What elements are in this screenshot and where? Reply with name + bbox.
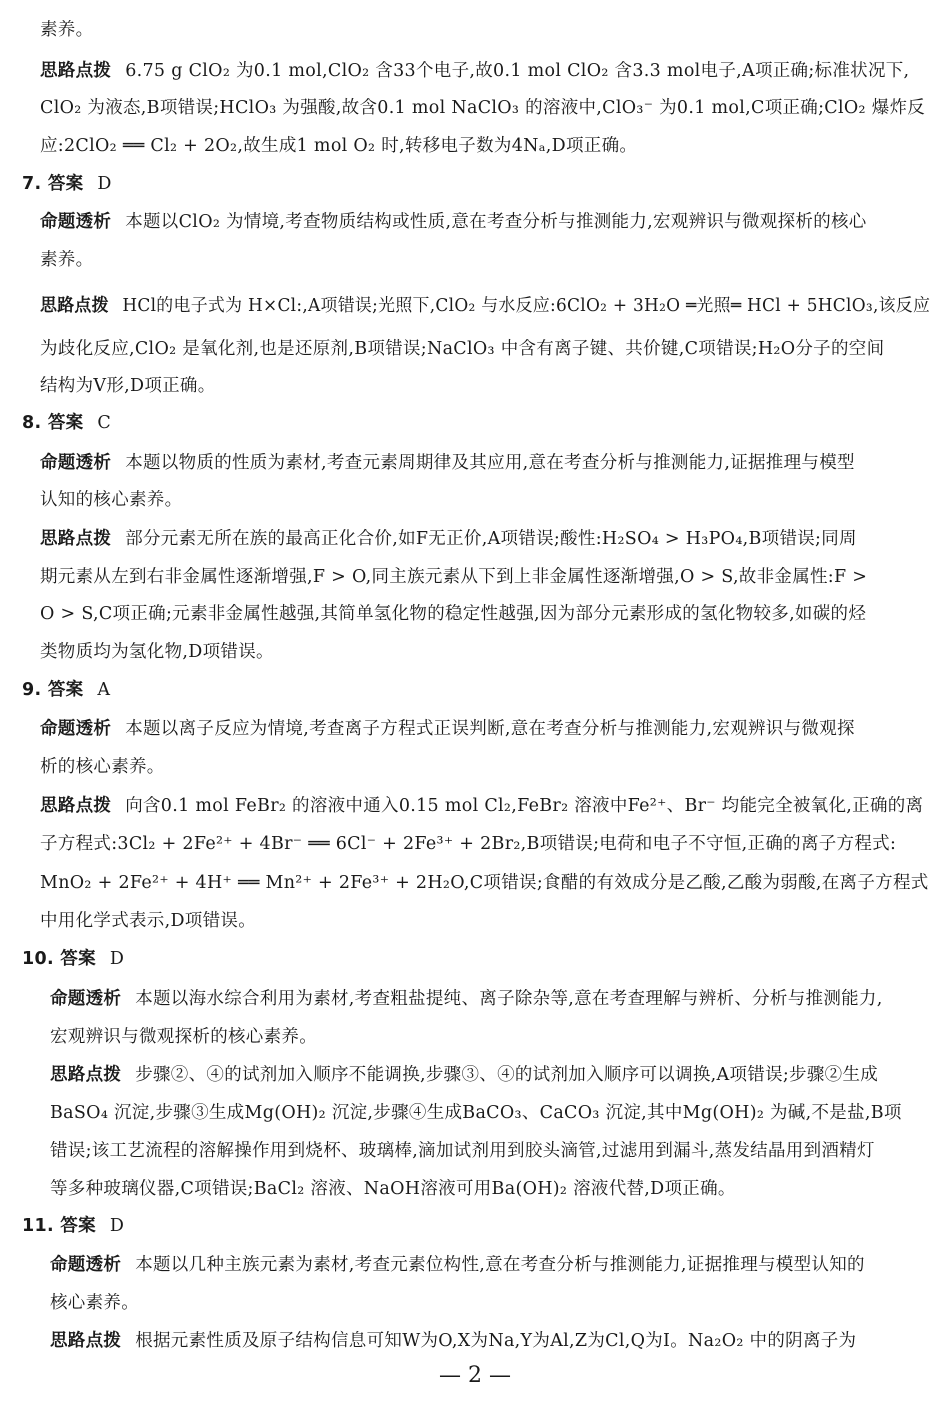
body-text: 应:2ClO₂ ══ Cl₂ + 2O₂,故生成1 mol O₂ 时,转移电子数为4Nₐ,D项正确。 [40, 136, 638, 156]
text-line [50, 1329, 856, 1353]
section-label: 思路点拨 [40, 529, 112, 549]
section-label: 命题透析 [40, 719, 112, 739]
text-line [40, 527, 857, 551]
body-text: 析的核心素养。 [40, 757, 165, 777]
body-text: 期元素从左到右非金属性逐渐增强,F > O,同主族元素从下到上非金属性逐渐增强,O > S,故非金属性:F > [40, 567, 868, 587]
question-number: 9. 答案 [22, 680, 84, 700]
section-label: 思路点拨 [50, 1331, 122, 1351]
text-line [40, 602, 866, 626]
body-text: 本题以离子反应为情境,考查离子方程式正误判断,意在考查分析与推测能力,宏观辨识与微观探 [125, 719, 855, 739]
body-text: 认知的核心素养。 [40, 490, 183, 510]
text-line [40, 451, 855, 475]
body-text: 本题以ClO₂ 为情境,考查物质结构或性质,意在考查分析与推测能力,宏观辨识与微观探析的核心 [125, 212, 867, 232]
body-text: 本题以几种主族元素为素材,考查元素位构性,意在考查分析与推测能力,证据推理与模型认知的 [135, 1255, 865, 1275]
text-line [40, 210, 867, 234]
section-label: 思路点拨 [50, 1065, 122, 1085]
text-line [50, 1139, 875, 1163]
text-line [40, 871, 929, 895]
answer-heading [22, 1214, 124, 1238]
body-text: ClO₂ 为液态,B项错误;HClO₃ 为强酸,故含0.1 mol NaClO₃ 的溶液中,ClO₃⁻ 为0.1 mol,C项正确;ClO₂ 爆炸反 [40, 98, 926, 118]
body-text: 为歧化反应,ClO₂ 是氧化剂,也是还原剂,B项错误;NaClO₃ 中含有离子键、共价键,C项错误;H₂O分子的空间 [40, 339, 885, 359]
question-number: 8. 答案 [22, 413, 84, 433]
text-line [50, 1063, 878, 1087]
text-line [40, 640, 274, 664]
section-label: 思路点拨 [40, 61, 112, 81]
text-line [50, 1177, 736, 1201]
body-text: 向含0.1 mol FeBr₂ 的溶液中通入0.15 mol Cl₂,FeBr₂ 溶液中Fe²⁺、Br⁻ 均能完全被氧化,正确的离 [125, 796, 924, 816]
section-label: 命题透析 [50, 1255, 122, 1275]
answer-letter: A [97, 680, 111, 700]
answer-heading [22, 947, 124, 971]
question-number: 7. 答案 [22, 174, 84, 194]
body-text: 错误;该工艺流程的溶解操作用到烧杯、玻璃棒,滴加试剂用到胶头滴管,过滤用到漏斗,蒸发结晶用到酒精灯 [50, 1141, 875, 1161]
text-line [50, 987, 883, 1011]
text-line [50, 1291, 139, 1315]
question-number: 10. 答案 [22, 949, 96, 969]
answer-heading [22, 678, 110, 702]
text-line [50, 1101, 902, 1125]
answer-letter: D [97, 174, 112, 194]
body-text: 部分元素无所在族的最高正化合价,如F无正价,A项错误;酸性:H₂SO₄ > H₃PO₄,B项错误;同周 [125, 529, 857, 549]
body-text: 子方程式:3Cl₂ + 2Fe²⁺ + 4Br⁻ ══ 6Cl⁻ + 2Fe³⁺ + 2Br₂,B项错误;电荷和电子不守恒,正确的离子方程式: [40, 834, 897, 854]
text-line [50, 1253, 865, 1277]
section-label: 思路点拨 [40, 296, 109, 316]
body-text: BaSO₄ 沉淀,步骤③生成Mg(OH)₂ 沉淀,步骤④生成BaCO₃、CaCO₃ 沉淀,其中Mg(OH)₂ 为碱,不是盐,B项 [50, 1103, 902, 1123]
answer-letter: D [109, 1216, 125, 1236]
text-line [40, 755, 165, 779]
section-label: 命题透析 [40, 212, 112, 232]
body-text: 素养。 [40, 20, 94, 40]
text-line [40, 717, 855, 741]
text-line [40, 294, 930, 318]
body-text: MnO₂ + 2Fe²⁺ + 4H⁺ ══ Mn²⁺ + 2Fe³⁺ + 2H₂O,C项错误;食醋的有效成分是乙酸,乙酸为弱酸,在离子方程式 [40, 873, 929, 893]
section-label: 命题透析 [50, 989, 122, 1009]
body-text: 中用化学式表示,D项错误。 [40, 911, 256, 931]
section-label: 命题透析 [40, 453, 112, 473]
answer-heading [22, 411, 111, 435]
text-line [40, 374, 216, 398]
page-number: — 2 — [439, 1363, 511, 1388]
body-text: 根据元素性质及原子结构信息可知W为O,X为Na,Y为Al,Z为Cl,Q为I。Na₂O₂ 中的阴离子为 [135, 1331, 857, 1351]
body-text: 步骤②、④的试剂加入顺序不能调换,步骤③、④的试剂加入顺序可以调换,A项错误;步骤②生成 [135, 1065, 879, 1085]
body-text: O > S,C项正确;元素非金属性越强,其简单氢化物的稳定性越强,因为部分元素形成的氢化物较多,如碳的烃 [40, 604, 867, 624]
body-text: 本题以物质的性质为素材,考查元素周期律及其应用,意在考查分析与推测能力,证据推理与模型 [125, 453, 855, 473]
text-line [40, 134, 637, 158]
body-text: 本题以海水综合利用为素材,考查粗盐提纯、离子除杂等,意在考查理解与辨析、分析与推测能力, [135, 989, 883, 1009]
text-line [40, 794, 923, 818]
body-text: 宏观辨识与微观探析的核心素养。 [50, 1027, 317, 1047]
text-line [40, 337, 884, 361]
body-text: 类物质均为氢化物,D项错误。 [40, 642, 274, 662]
section-label: 思路点拨 [40, 796, 112, 816]
text-line [40, 488, 182, 512]
text-line [40, 18, 93, 42]
body-text: HCl的电子式为 H×Cl:,A项错误;光照下,ClO₂ 与水反应:6ClO₂ + 3H₂O ═光照═ HCl + 5HClO₃,该反应 [122, 296, 931, 316]
text-line [40, 909, 256, 933]
body-text: 结构为V形,D项正确。 [40, 376, 216, 396]
question-number: 11. 答案 [22, 1216, 96, 1236]
text-line [40, 59, 909, 83]
answer-letter: D [109, 949, 125, 969]
answer-heading [22, 172, 112, 196]
body-text: 等多种玻璃仪器,C项错误;BaCl₂ 溶液、NaOH溶液可用Ba(OH)₂ 溶液代替,D项正确。 [50, 1179, 736, 1199]
text-line [40, 832, 896, 856]
body-text: 素养。 [40, 250, 94, 270]
text-line [40, 96, 925, 120]
text-line [40, 565, 867, 589]
text-line [40, 248, 93, 272]
answer-letter: C [97, 413, 112, 433]
body-text: 6.75 g ClO₂ 为0.1 mol,ClO₂ 含33个电子,故0.1 mol ClO₂ 含3.3 mol电子,A项正确;标准状况下, [125, 61, 910, 81]
text-line [50, 1025, 317, 1049]
body-text: 核心素养。 [50, 1293, 139, 1313]
